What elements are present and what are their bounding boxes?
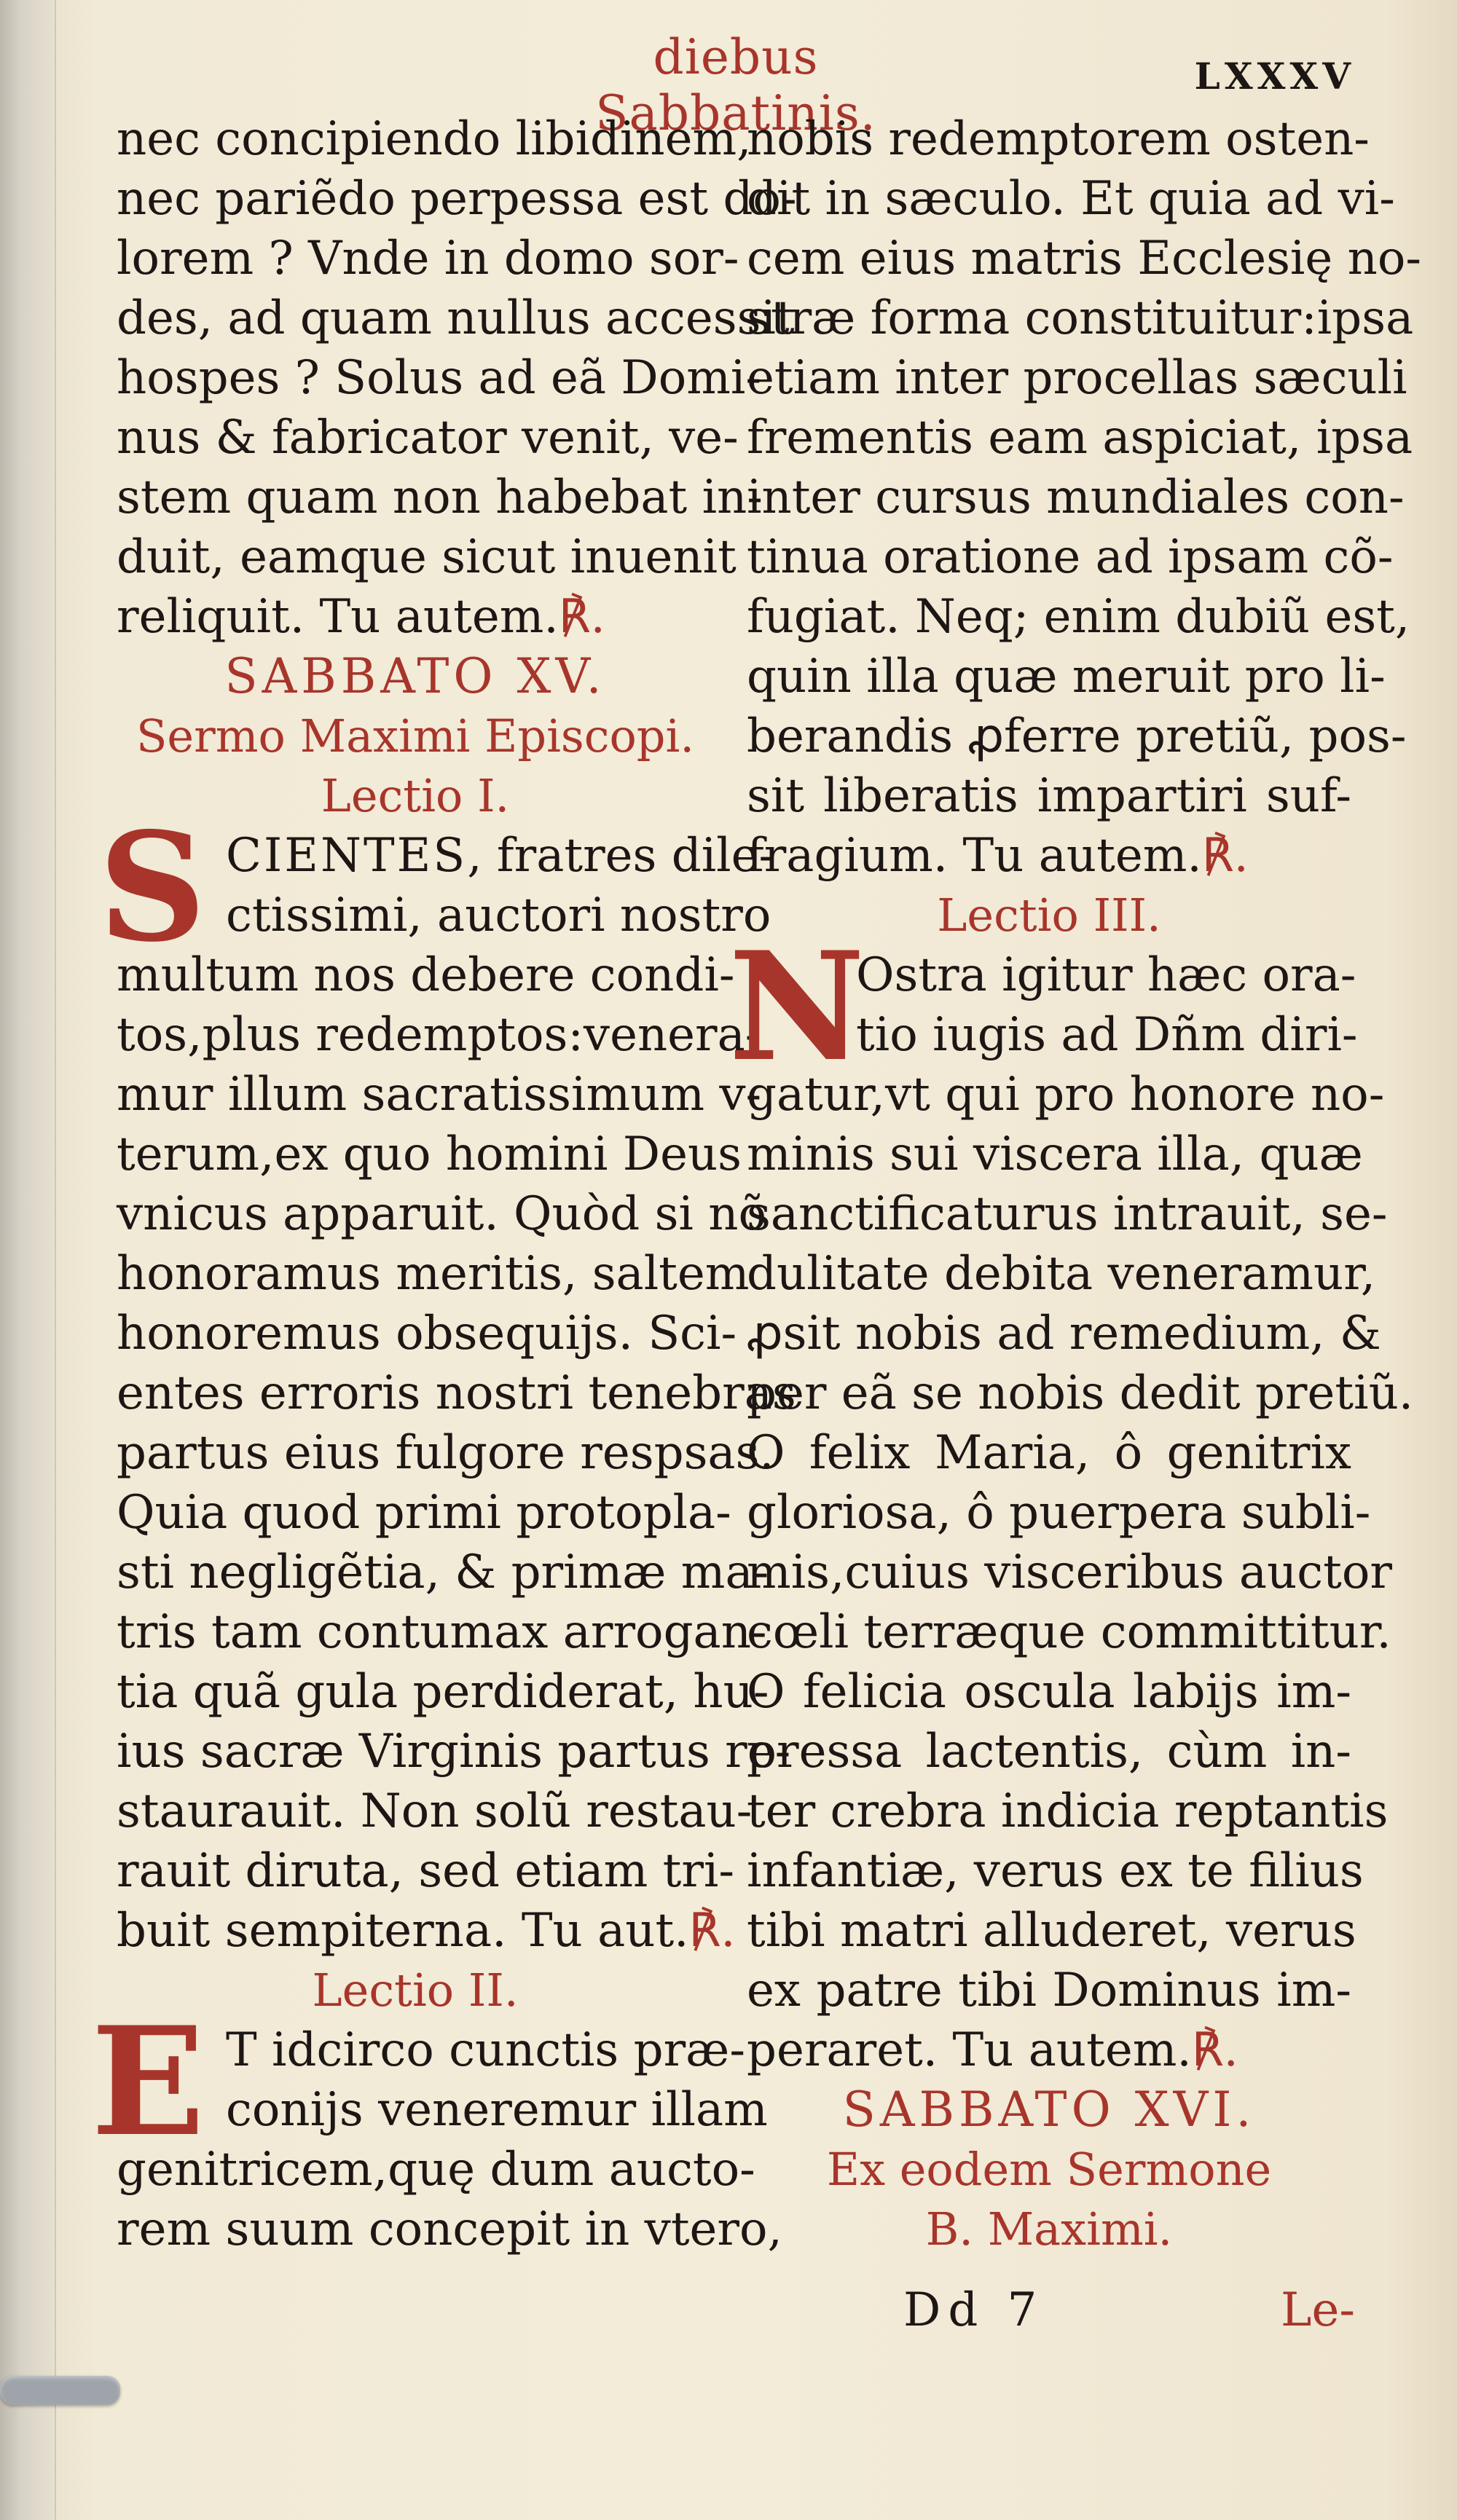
response-mark: ℟.: [1201, 829, 1249, 883]
text-line: minis sui viscera illa, quæ: [747, 1127, 1363, 1181]
smallcaps-word: CIENTES: [226, 829, 468, 883]
text-line: sti negligẽtia, & primæ ma-: [117, 1546, 769, 1599]
text-line: staurauit. Non solũ restau-: [117, 1784, 753, 1838]
text-line: berandis ꝓferre pretiũ, pos-: [747, 709, 1407, 763]
text-line: nec concipiendo libidinem,: [117, 112, 752, 166]
lectio-2: [91, 1995, 782, 2259]
response-mark: ℟.: [558, 590, 605, 644]
text-line: ctissimi, auctori nostro: [226, 889, 771, 942]
text-line: T idcirco cunctis præ-: [226, 2023, 745, 2077]
left-column: [91, 109, 797, 2259]
right-top-text: [747, 109, 1421, 886]
text-line: pressa lactentis, cùm in-: [747, 1725, 1351, 1779]
heading-b-maximi: B. Maximi.: [925, 2202, 1173, 2256]
left-top-text: [117, 109, 797, 647]
text-line: tinua oratione ad ipsam cõ-: [747, 530, 1394, 584]
heading-sermo: Sermo Maximi Episcopi.: [136, 709, 695, 763]
heading-lectio-1: Lectio I.: [321, 769, 510, 822]
text-line: sanctificaturus intrauit, se-: [747, 1187, 1388, 1241]
text-line: Ostra igitur hæc ora-: [856, 948, 1356, 1002]
text-line: cem eius matris Ecclesię no-: [747, 232, 1421, 286]
text-line: sit liberatis impartiri suf-: [747, 769, 1351, 823]
text-line: infantiæ, verus ex te filius: [747, 1844, 1364, 1898]
right-column: [728, 109, 1421, 2259]
text-line: des, ad quam nullus accessit: [117, 291, 795, 345]
response-mark: ℟.: [688, 1904, 736, 1958]
lectio-3: [728, 920, 1414, 2080]
catchword: Le-: [1281, 2283, 1355, 2337]
text-line: quin illa quæ meruit pro li-: [747, 650, 1386, 704]
text-line: ex patre tibi Dominus im-: [747, 1964, 1351, 2017]
text-line: tio iugis ad Dñm diri-: [856, 1008, 1358, 1062]
text-line: mis,cuius visceribus auctor: [747, 1546, 1392, 1599]
text-line: stem quam non habebat in-: [117, 470, 763, 524]
text-line: O felicia oscula labijs im-: [747, 1665, 1351, 1719]
text-line: multum nos debere condi-: [117, 948, 735, 1002]
text-line-end: [117, 1901, 736, 1961]
heading-ex-eodem-sermone: Ex eodem Sermone: [826, 2143, 1272, 2196]
text-line: Quia quod primi protopla-: [117, 1486, 731, 1540]
text-line: hospes ? Solus ad eã Domi-: [117, 351, 761, 405]
text-line: nus & fabricator venit, ve-: [117, 411, 739, 465]
text-line: partus eius fulgore respsas.: [117, 1426, 774, 1480]
text-line: cœli terræque committitur.: [747, 1605, 1391, 1659]
text-line: rauit diruta, sed etiam tri-: [117, 1844, 734, 1898]
text-line-end: [117, 587, 714, 647]
heading-sabbato-xvi: SABBATO XVI.: [842, 2082, 1256, 2138]
text-line-end: [747, 826, 1351, 886]
text-line-end: [747, 2020, 1351, 2080]
folio-number: LXXXV: [1194, 55, 1355, 98]
text-line: vnicus apparuit. Quòd si nõ: [117, 1187, 766, 1241]
text-line: honoramus meritis, saltem: [117, 1247, 750, 1301]
text-line: ius sacræ Virginis partus re-: [117, 1725, 791, 1779]
dropcap-initial: S: [98, 800, 207, 975]
response-mark: ℟.: [1191, 2023, 1238, 2077]
text-line: tibi matri alluderet, verus: [747, 1904, 1356, 1958]
text-line: nobis redemptorem osten-: [747, 112, 1370, 166]
text-line: rem suum concepit in vtero,: [117, 2202, 782, 2256]
text-line: fugiat. Neq; enim dubiũ est,: [747, 590, 1410, 644]
text-line: ꝓsit nobis ad remedium, &: [747, 1307, 1381, 1361]
text-line: tris tam contumax arrogan-: [117, 1605, 767, 1659]
line-text: , fratres dile-: [467, 829, 775, 883]
binder-clip: [0, 2376, 120, 2405]
text-line: gloriosa, ô puerpera subli-: [747, 1486, 1371, 1540]
text-line: terum,ex quo homini Deus: [117, 1127, 742, 1181]
line-text: peraret. Tu autem.: [747, 2023, 1192, 2077]
text-line: stræ forma constituitur:ipsa: [747, 291, 1414, 345]
text-line: nec pariẽdo perpessa est do-: [117, 172, 797, 226]
text-line: entes erroris nostri tenebras: [117, 1366, 796, 1420]
text-line: duit, eamque sicut inuenit: [117, 530, 737, 584]
text-line: gatur,vt qui pro honore no-: [747, 1068, 1385, 1122]
line-text: fragium. Tu autem.: [747, 829, 1202, 883]
line-text: reliquit. Tu autem.: [117, 590, 559, 644]
text-line: honoremus obsequijs. Sci-: [117, 1307, 737, 1361]
text-line: tia quã gula perdiderat, hu-: [117, 1665, 769, 1719]
text-line: frementis eam aspiciat, ipsa: [747, 411, 1413, 465]
text-line: lorem ? Vnde in domo sor-: [117, 232, 739, 286]
text-line: etiam inter procellas sæculi: [747, 351, 1407, 405]
text-line: dulitate debita veneramur,: [747, 1247, 1376, 1301]
dropcap-initial: E: [91, 1995, 205, 2170]
line-text: buit sempiterna. Tu aut.: [117, 1904, 689, 1958]
running-head: diebus Sabbatinis.: [595, 29, 876, 141]
text-line: inter cursus mundiales con-: [747, 470, 1405, 524]
text-line: mur illum sacratissimum v-: [117, 1068, 762, 1122]
lectio-1: [98, 800, 796, 1961]
signature-mark: Dd 7: [903, 2283, 1045, 2337]
heading-lectio-3: Lectio III.: [937, 889, 1161, 942]
text-line: O felix Maria, ô genitrix: [747, 1426, 1351, 1480]
text-line: tos,plus redemptos:venera-: [117, 1008, 761, 1062]
text-line: ter crebra indicia reptantis: [747, 1784, 1389, 1838]
text-line: dit in sæculo. Et quia ad vi-: [747, 172, 1395, 226]
heading-lectio-2: Lectio II.: [312, 1964, 519, 2017]
text-line: genitricem,quę dum aucto-: [117, 2143, 755, 2197]
page-binding-edge: [0, 0, 56, 2520]
heading-sabbato-xv: SABBATO XV.: [224, 648, 606, 704]
dropcap-initial: N: [728, 920, 865, 1095]
text-line: conijs veneremur illam: [226, 2083, 768, 2137]
text-line: per eã se nobis dedit pretiũ.: [747, 1366, 1414, 1420]
